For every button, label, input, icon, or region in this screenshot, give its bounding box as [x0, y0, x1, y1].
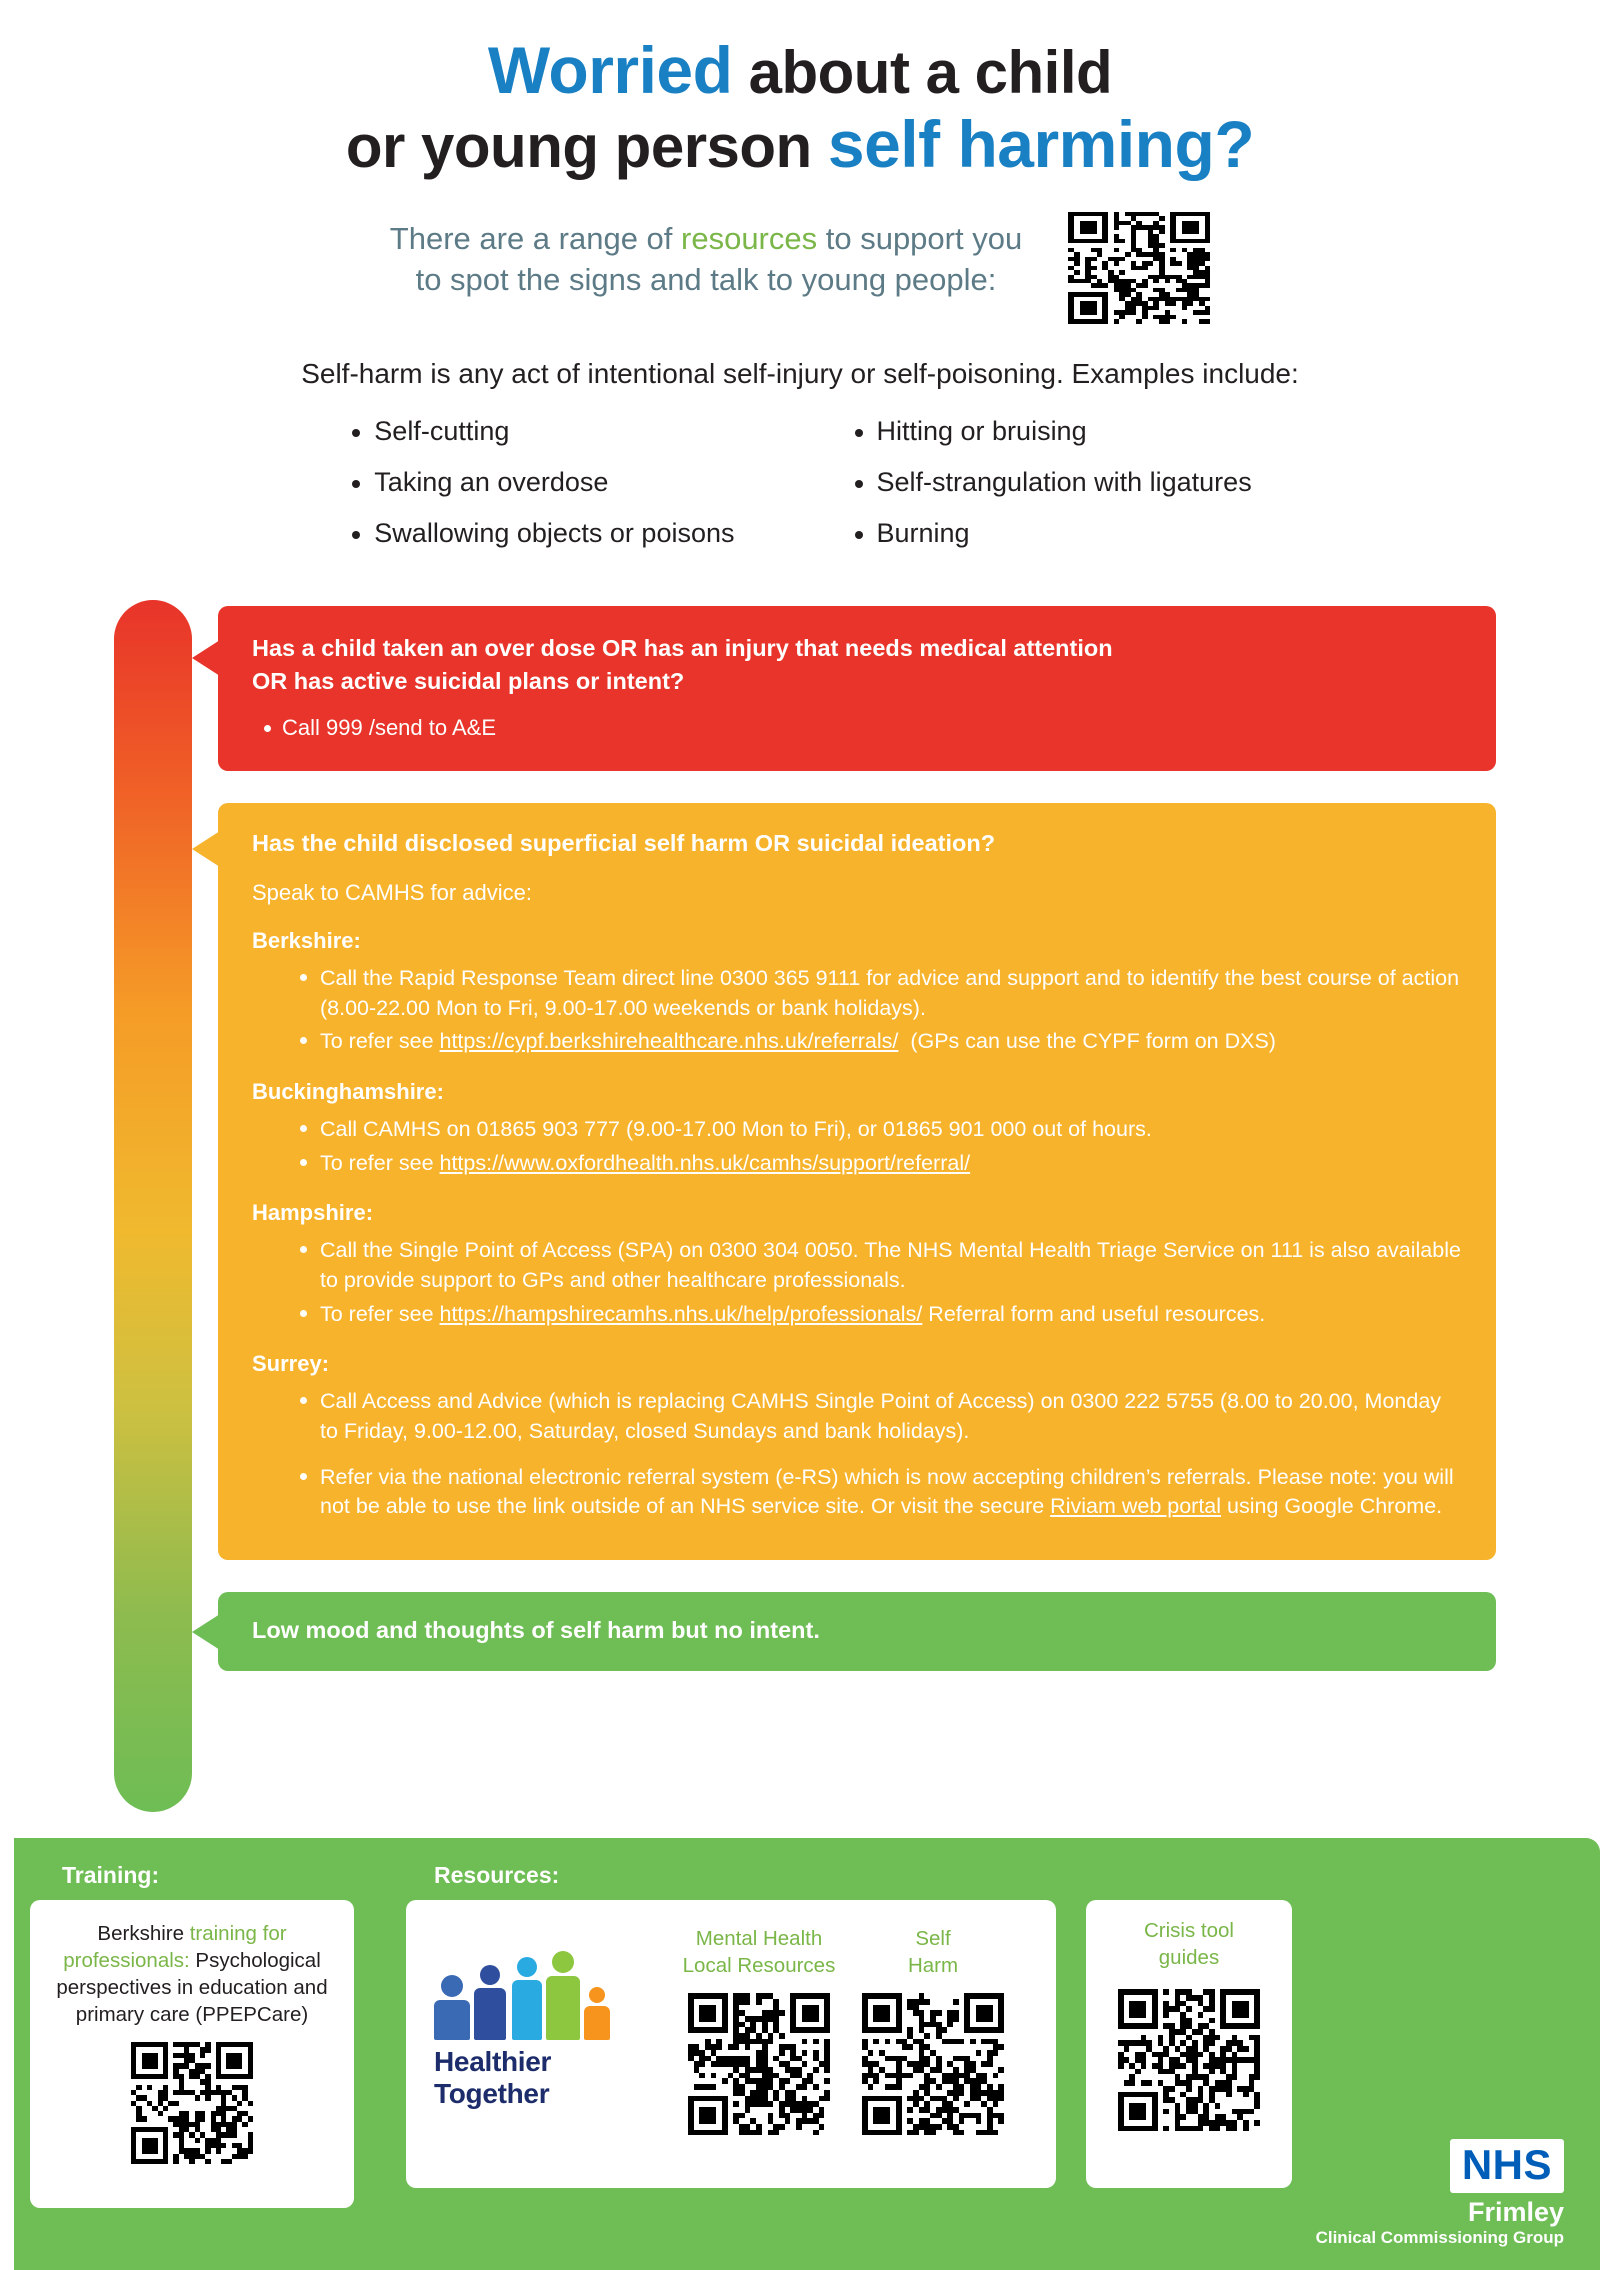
subhead-text [390, 212, 1022, 301]
intro-text: Self-harm is any act of intentional self-injury or self-poisoning. Examples include: [301, 357, 1299, 389]
title-text-self-harming: self harming? [827, 106, 1255, 181]
green-box-title: Low mood and thoughts of self harm but no intent. [252, 1616, 820, 1643]
training-text-b: Psychological perspectives in education and primary care (PPEPCare) [56, 1949, 328, 2027]
amber-box-lead: Speak to CAMHS for advice: [252, 880, 533, 906]
crisis-label-line-1: Crisis tool [1144, 1919, 1234, 1942]
qr-code-mental-health-local-resources[interactable] [688, 1993, 830, 2135]
list-item: Refer via the national electronic referral system (e-RS) which is now accepting children’s referrals. Please note: you will not be able to use the link outside of an NHS service site. Or visit the secure Riviam web portal using Google Chrome. [292, 1463, 1462, 1522]
page-title-line-1 [0, 34, 1600, 108]
training-text-a: Berkshire [97, 1922, 190, 1945]
qr-code-ppepcare[interactable] [131, 2042, 253, 2164]
list-item: To refer see https://cypf.berkshirehealthcare.nhs.uk/referrals/ (GPs can use the CYPF form on DXS) [292, 1027, 1462, 1057]
nhs-org-sub: Clinical Commissioning Group [1315, 2228, 1564, 2247]
healthier-together-logo [434, 1954, 652, 2110]
list-item: Swallowing objects or poisons [348, 518, 734, 549]
list-item: Taking an overdose [348, 467, 734, 498]
red-box-bullets [252, 715, 1462, 741]
resource-item-mental-health [674, 1926, 844, 2135]
list-item: Call 999 /send to A&E [252, 715, 1462, 741]
nhs-badge: NHS [1450, 2139, 1564, 2193]
routine-green-box [218, 1592, 1496, 1671]
title-text-about-a-child: about a child [732, 39, 1113, 106]
region-bullets-surrey [252, 1387, 1462, 1522]
crisis-tool-card [1086, 1900, 1292, 2188]
callout-tail [192, 831, 220, 867]
subhead-part-a: There are a range of [389, 220, 682, 256]
panel-left-frame [0, 1838, 14, 2270]
link-hampshirecamhs-professionals[interactable]: https://hampshirecamhs.nhs.uk/help/professionals/ [439, 1301, 923, 1326]
link-riviam-web-portal[interactable]: Riviam web portal [1050, 1494, 1222, 1519]
resources-label: Resources: [434, 1862, 560, 1888]
qr-code-self-harm[interactable] [862, 1993, 1004, 2135]
nhs-org-name: Frimley [1467, 2197, 1564, 2227]
red-box-title-line-1: Has a child taken an over dose OR has an injury that needs medical attention [252, 635, 1113, 661]
list-item: Call CAMHS on 01865 903 777 (9.00-17.00 Mon to Fri), or 01865 901 000 out of hours. [292, 1115, 1462, 1145]
list-item: To refer see https://www.oxfordhealth.nhs.uk/camhs/support/referral/ [292, 1149, 1462, 1179]
escalation-boxes [218, 606, 1496, 1671]
list-item: Self-cutting [348, 416, 734, 447]
resources-card [406, 1900, 1056, 2188]
list-item: Call Access and Advice (which is replacing CAMHS Single Point of Access) on 0300 222 5755 (8.00 to 20.00, Monday to Friday, 9.00-12.00, Saturday, closed Sundays and bank holidays). [292, 1387, 1462, 1446]
training-label: Training: [62, 1862, 160, 1888]
title-text-or-young-person: or young person [345, 112, 828, 180]
healthier-together-figures-icon [434, 1954, 652, 2040]
examples-column-1 [348, 416, 734, 569]
qr-code-resources[interactable] [1068, 212, 1210, 324]
training-card-text [52, 1920, 332, 2028]
subhead-line-2: to spot the signs and talk to young people: [415, 262, 997, 298]
examples-lists [0, 416, 1600, 569]
region-heading-hampshire: Hampshire: [252, 1200, 374, 1226]
region-bullets-buckinghamshire [252, 1115, 1462, 1178]
list-item: Self-strangulation with ligatures [851, 467, 1252, 498]
region-heading-surrey: Surrey: [252, 1351, 330, 1377]
link-oxfordhealth-referral[interactable]: https://www.oxfordhealth.nhs.uk/camhs/support/referral/ [439, 1150, 971, 1175]
urgent-amber-box [218, 803, 1496, 1560]
list-item: Call the Single Point of Access (SPA) on 0300 304 0050. The NHS Mental Health Triage Service on 111 is also available to provide support to GPs and other healthcare professionals. [292, 1236, 1462, 1295]
callout-tail [192, 1614, 220, 1650]
severity-gradient-bar [114, 600, 192, 1812]
subhead-row [0, 212, 1600, 324]
resource-label-line-2: Harm [907, 1953, 959, 1977]
callout-tail [192, 640, 220, 676]
list-item: To refer see https://hampshirecamhs.nhs.uk/help/professionals/ Referral form and useful resources. [292, 1300, 1462, 1330]
region-heading-buckinghamshire: Buckinghamshire: [252, 1079, 444, 1105]
title-word-worried: Worried [487, 33, 733, 107]
qr-code-crisis-tool-guides[interactable] [1118, 1989, 1260, 2131]
red-box-title [252, 632, 1462, 699]
region-heading-berkshire: Berkshire: [252, 928, 361, 954]
training-text-green: training for professionals: [63, 1922, 287, 1973]
crisis-label-line-2: guides [1158, 1945, 1220, 1969]
region-bullets-berkshire [252, 964, 1462, 1057]
list-item: Call the Rapid Response Team direct line 0300 365 9111 for advice and support and to identify the best course of action (8.00-22.00 Mon to Fri, 9.00-17.00 weekends or bank holidays). [292, 964, 1462, 1023]
region-bullets-hampshire [252, 1236, 1462, 1329]
red-box-title-line-2: OR has active suicidal plans or intent? [252, 668, 685, 695]
healthier-together-wordmark: Healthier Together [434, 2046, 552, 2109]
poster-header [0, 0, 1600, 390]
bottom-resources-panel [0, 1838, 1600, 2270]
list-item: Hitting or bruising [851, 416, 1252, 447]
resource-item-self-harm [858, 1926, 1008, 2135]
training-card [30, 1900, 354, 2208]
examples-column-2 [851, 416, 1252, 569]
resource-label-line-1: Mental Health [695, 1927, 823, 1950]
list-item: Burning [851, 518, 1252, 549]
page-title-line-2 [0, 108, 1600, 182]
link-berkshire-referrals[interactable]: https://cypf.berkshirehealthcare.nhs.uk/referrals/ [439, 1029, 899, 1054]
nhs-logo [1316, 2139, 1564, 2248]
amber-box-title: Has the child disclosed superficial self harm OR suicidal ideation? [252, 829, 996, 856]
subhead-part-b: to support you [817, 220, 1023, 256]
resource-label-line-1: Self [915, 1927, 951, 1950]
resource-label-line-2: Local Resources [682, 1953, 836, 1977]
emergency-red-box [218, 606, 1496, 771]
subhead-word-resources: resources [681, 220, 818, 256]
